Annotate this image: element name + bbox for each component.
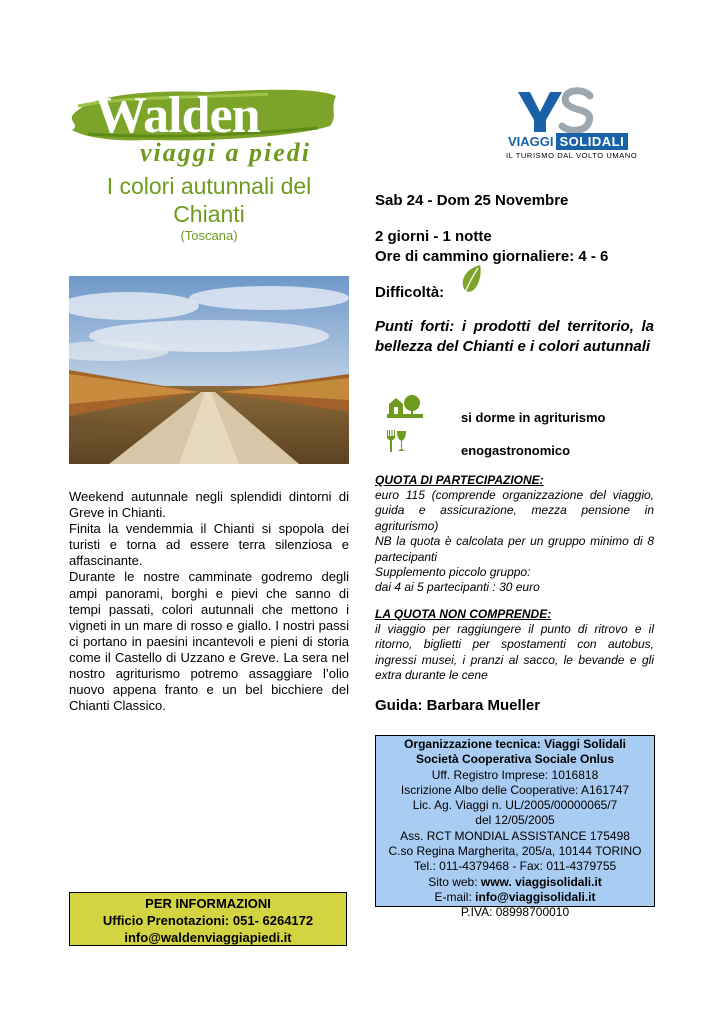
info-box	[69, 892, 347, 946]
quota-heading: QUOTA DI PARTECIPAZIONE:	[375, 473, 544, 487]
vs-name	[506, 133, 628, 150]
fork-glass-icon	[385, 428, 407, 454]
org-website-label: Sito web:	[428, 874, 481, 889]
guide-name: Guida: Barbara Mueller	[375, 697, 541, 714]
description	[69, 489, 349, 714]
highlights: Punti forti: i prodotti del territorio, la bellezza del Chianti e i colori autunnali	[375, 318, 654, 355]
org-line: del 12/05/2005	[475, 813, 555, 828]
food-info: enogastronomico	[461, 443, 571, 458]
org-line: Iscrizione Albo delle Cooperative: A161747	[400, 782, 630, 797]
org-email-link[interactable]: info@viaggisolidali.it	[475, 889, 596, 904]
org-line: Società Cooperativa Sociale Onlus	[415, 752, 615, 767]
org-line: Tel.: 011-4379468 - Fax: 011-4379755	[413, 859, 617, 874]
sleep-info: si dorme in agriturismo	[461, 410, 606, 425]
trip-duration: 2 giorni - 1 notte	[375, 228, 492, 245]
vs-name-part2: SOLIDALI	[556, 133, 629, 150]
description-paragraph: Finita la vendemmia il Chianti si spopola dei turisti e torna ad essere terra silenziosa e affascinante.	[69, 521, 349, 569]
org-email-label: E-mail:	[434, 889, 476, 904]
walden-wordmark: Walden	[95, 87, 260, 144]
org-line: Organizzazione tecnica: Viaggi Solidali	[404, 737, 626, 751]
info-phone: Ufficio Prenotazioni: 051- 6264172	[102, 913, 314, 928]
org-line: C.so Regina Margherita, 205/a, 10144 TORINO	[388, 844, 642, 859]
quota-line: NB la quota è calcolata per un gruppo minimo di 8 partecipanti	[375, 534, 654, 564]
page-title: I colori autunnali del Chianti	[106, 173, 312, 227]
farmhouse-icon	[387, 394, 423, 418]
quota-details	[375, 488, 654, 596]
org-line: Uff. Registro Imprese: 1016818	[431, 767, 599, 782]
not-included-heading: LA QUOTA NON COMPRENDE:	[375, 607, 552, 621]
chianti-road-photo	[69, 276, 349, 464]
walden-tagline: viaggi a piedi	[140, 138, 311, 167]
vs-monogram-icon	[516, 86, 596, 134]
org-line: P.IVA: 08998700010	[460, 905, 570, 920]
description-paragraph: Durante le nostre camminate godremo degli ampi panorami, borghi e pievi che sanno di tempi passati, colori autunnali che mettono i vigneti in un mare di rosso e giallo. I nostri passi ci portano in paesini incantevoli e pieni di storia come il Castello di Uzzano e Greve. La sera nel nostro agriturismo potremo assaggiare l’olio nuovo appena franto e un bel bicchiere del Chianti Classico.	[69, 569, 349, 714]
description-paragraph: Weekend autunnale negli splendidi dintorni di Greve in Chianti.	[69, 489, 349, 521]
quota-line: euro 115 (comprende organizzazione del viaggio, guida e assicurazione, mezza pensione in agriturismo)	[375, 488, 654, 533]
walking-hours: Ore di cammino giornaliere: 4 - 6	[375, 248, 609, 265]
org-line: Lic. Ag. Viaggi n. UL/2005/00000065/7	[412, 798, 618, 813]
quota-line: dai 4 ai 5 partecipanti : 30 euro	[375, 580, 540, 595]
difficulty-label: Difficoltà:	[375, 284, 445, 301]
organization-box	[375, 735, 655, 920]
info-email[interactable]: info@waldenviaggiapiedi.it	[124, 930, 292, 945]
leaf-icon	[460, 263, 482, 299]
not-included-text: il viaggio per raggiungere il punto di ritrovo e il ritorno, biglietti per spostamenti con autobus, ingressi musei, i pranzi al sacco, le bevande e gli extra durante le cene	[375, 622, 654, 683]
page-subtitle: (Toscana)	[180, 228, 238, 243]
info-heading: PER INFORMAZIONI	[145, 896, 271, 911]
org-website-link[interactable]: www. viaggisolidali.it	[480, 874, 602, 889]
org-website	[376, 875, 654, 890]
trip-dates: Sab 24 - Dom 25 Novembre	[375, 192, 569, 209]
org-email	[376, 890, 654, 905]
quota-line: Supplemento piccolo gruppo:	[375, 565, 531, 580]
vs-name-part1: VIAGGI	[508, 134, 554, 149]
vs-slogan: IL TURISMO DAL VOLTO UMANO	[506, 151, 638, 160]
org-line: Ass. RCT MONDIAL ASSISTANCE 175498	[400, 828, 630, 843]
